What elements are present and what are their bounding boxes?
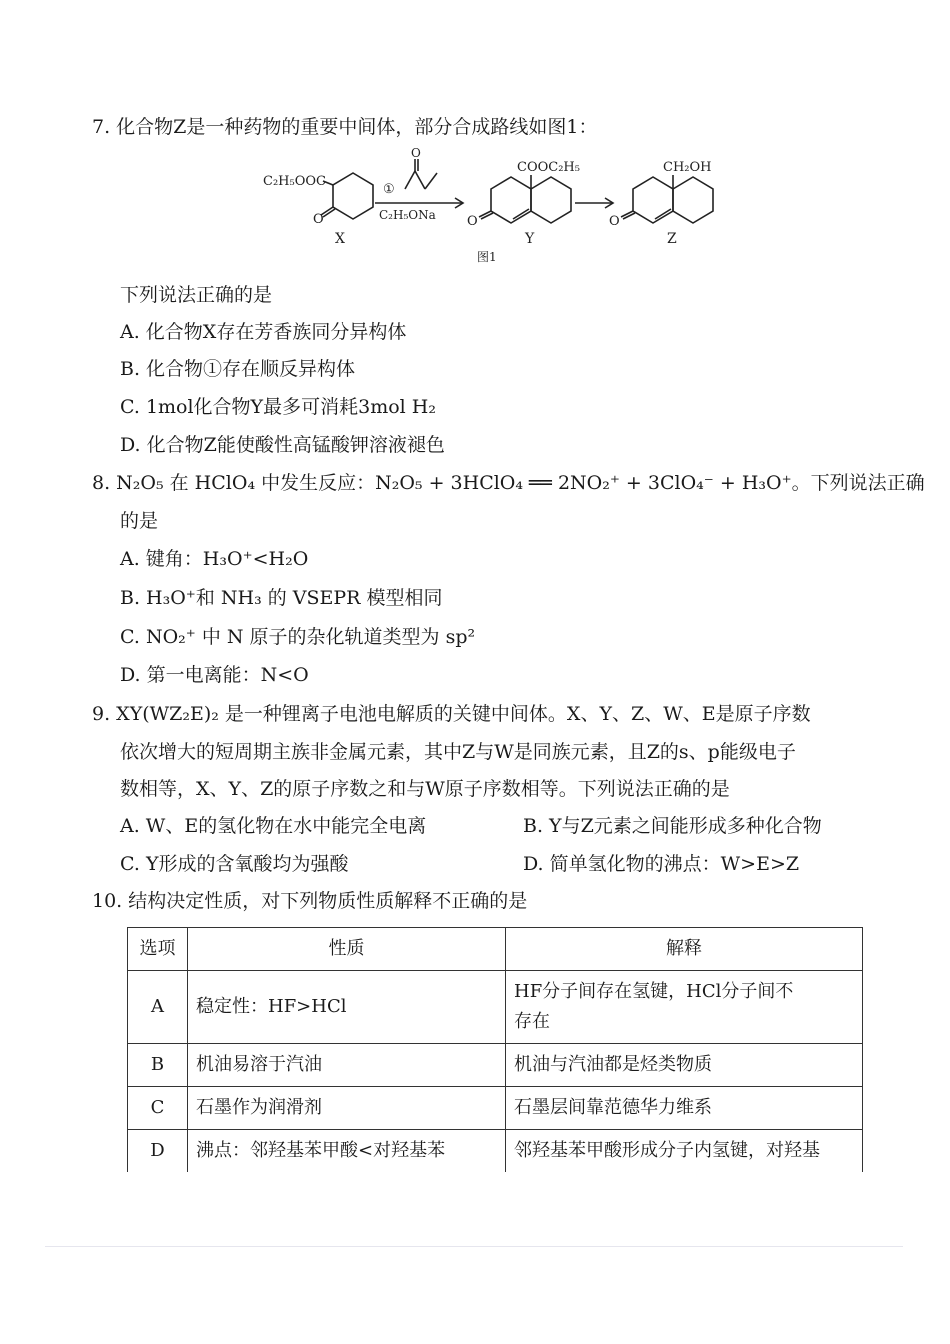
- reaction-arrow-2: [575, 198, 613, 208]
- q8-stem-line1: 8. N₂O₅ 在 HClO₄ 中发生反应：N₂O₅ + 3HClO₄ ══ 2NO₂⁺ + 3ClO₄⁻ + H₃O⁺。下列说法正确: [92, 472, 925, 494]
- row-option: C: [128, 1087, 188, 1130]
- q9-option-b: B. Y与Z元素之间能形成多种化合物: [523, 815, 822, 837]
- q8-option-d: D. 第一电离能：N<O: [120, 664, 309, 686]
- q7-option-c: C. 1mol化合物Y最多可消耗3mol H₂: [120, 396, 436, 418]
- q7-option-b: B. 化合物①存在顺反异构体: [120, 358, 356, 380]
- q9-stem-line1: 9. XY(WZ₂E)₂ 是一种锂离子电池电解质的关键中间体。X、Y、Z、W、E是原子序数: [92, 703, 811, 725]
- header-property: 性质: [188, 928, 506, 971]
- q9-option-a: A. W、E的氢化物在水中能完全电离: [120, 815, 427, 837]
- row-explanation-line1: HF分子间存在氢键，HCl分子间不: [514, 981, 794, 1002]
- q8-stem-line2: 的是: [120, 510, 159, 532]
- row-property: 石墨作为润滑剂: [188, 1087, 506, 1130]
- row-property: 机油易溶于汽油: [188, 1044, 506, 1087]
- table-row: [128, 1044, 863, 1087]
- q7-ask: 下列说法正确的是: [120, 284, 273, 306]
- header-explanation: 解释: [506, 928, 863, 971]
- q9-stem-line2: 依次增大的短周期主族非金属元素，其中Z与W是同族元素，且Z的s、p能级电子: [120, 741, 796, 763]
- table-row: [128, 971, 863, 1044]
- row-option: A: [128, 971, 188, 1044]
- y-substituent: COOC₂H₅: [517, 160, 580, 175]
- q9-option-d: D. 简单氢化物的沸点：W>E>Z: [523, 853, 800, 875]
- q7-option-d: D. 化合物Z能使酸性高锰酸钾溶液褪色: [120, 434, 445, 456]
- reagent-mvk: [405, 159, 437, 189]
- table-row: [128, 1130, 863, 1173]
- reaction-arrow-1: [375, 198, 463, 208]
- reagent-number: ①: [383, 182, 395, 197]
- q8-option-c: C. NO₂⁺ 中 N 原子的杂化轨道类型为 sp²: [120, 626, 476, 648]
- z-carbonyl-o: O: [609, 214, 620, 229]
- row-explanation-line2: 存在: [514, 1011, 550, 1032]
- figure-caption: 图1: [477, 250, 497, 264]
- table-row: [128, 1087, 863, 1130]
- page-edge-divider: [45, 1246, 903, 1247]
- x-substituent: C₂H₅OOC: [263, 174, 326, 189]
- synthesis-scheme: [255, 145, 725, 267]
- reagent-condition: C₂H₅ONa: [379, 208, 436, 222]
- x-label: X: [335, 231, 345, 247]
- q10-table: [127, 927, 863, 1173]
- table-header-row: [128, 928, 863, 971]
- row-option: B: [128, 1044, 188, 1087]
- q8-option-a: A. 键角：H₃O⁺<H₂O: [120, 548, 309, 570]
- row-property: 稳定性：HF>HCl: [188, 971, 506, 1044]
- page-cutoff: [120, 1172, 870, 1252]
- q9-stem-line3: 数相等，X、Y、Z的原子序数之和与W原子序数相等。下列说法正确的是: [120, 778, 730, 800]
- z-label: Z: [667, 231, 677, 247]
- y-carbonyl-o: O: [467, 214, 478, 229]
- q8-option-b: B. H₃O⁺和 NH₃ 的 VSEPR 模型相同: [120, 587, 443, 609]
- z-substituent: CH₂OH: [663, 160, 712, 175]
- row-option: D: [128, 1130, 188, 1173]
- q10-stem: 10. 结构决定性质，对下列物质性质解释不正确的是: [92, 890, 528, 912]
- q7-option-a: A. 化合物X存在芳香族同分异构体: [120, 321, 407, 343]
- q9-option-c: C. Y形成的含氧酸均为强酸: [120, 853, 349, 875]
- y-label: Y: [525, 231, 535, 247]
- row-explanation: 机油与汽油都是烃类物质: [506, 1044, 863, 1087]
- header-option: 选项: [128, 928, 188, 971]
- q7-stem: 7. 化合物Z是一种药物的重要中间体，部分合成路线如图1：: [92, 116, 598, 138]
- row-property: 沸点：邻羟基苯甲酸<对羟基苯: [188, 1130, 506, 1173]
- compound-y: [479, 175, 571, 223]
- row-explanation: 石墨层间靠范德华力维系: [506, 1087, 863, 1130]
- row-explanation: 邻羟基苯甲酸形成分子内氢键，对羟基: [506, 1130, 863, 1173]
- compound-z: [621, 175, 713, 223]
- x-carbonyl-o: O: [313, 212, 324, 227]
- row-explanation: [506, 971, 863, 1044]
- compound-x: [321, 173, 373, 219]
- reagent-o: O: [411, 146, 421, 160]
